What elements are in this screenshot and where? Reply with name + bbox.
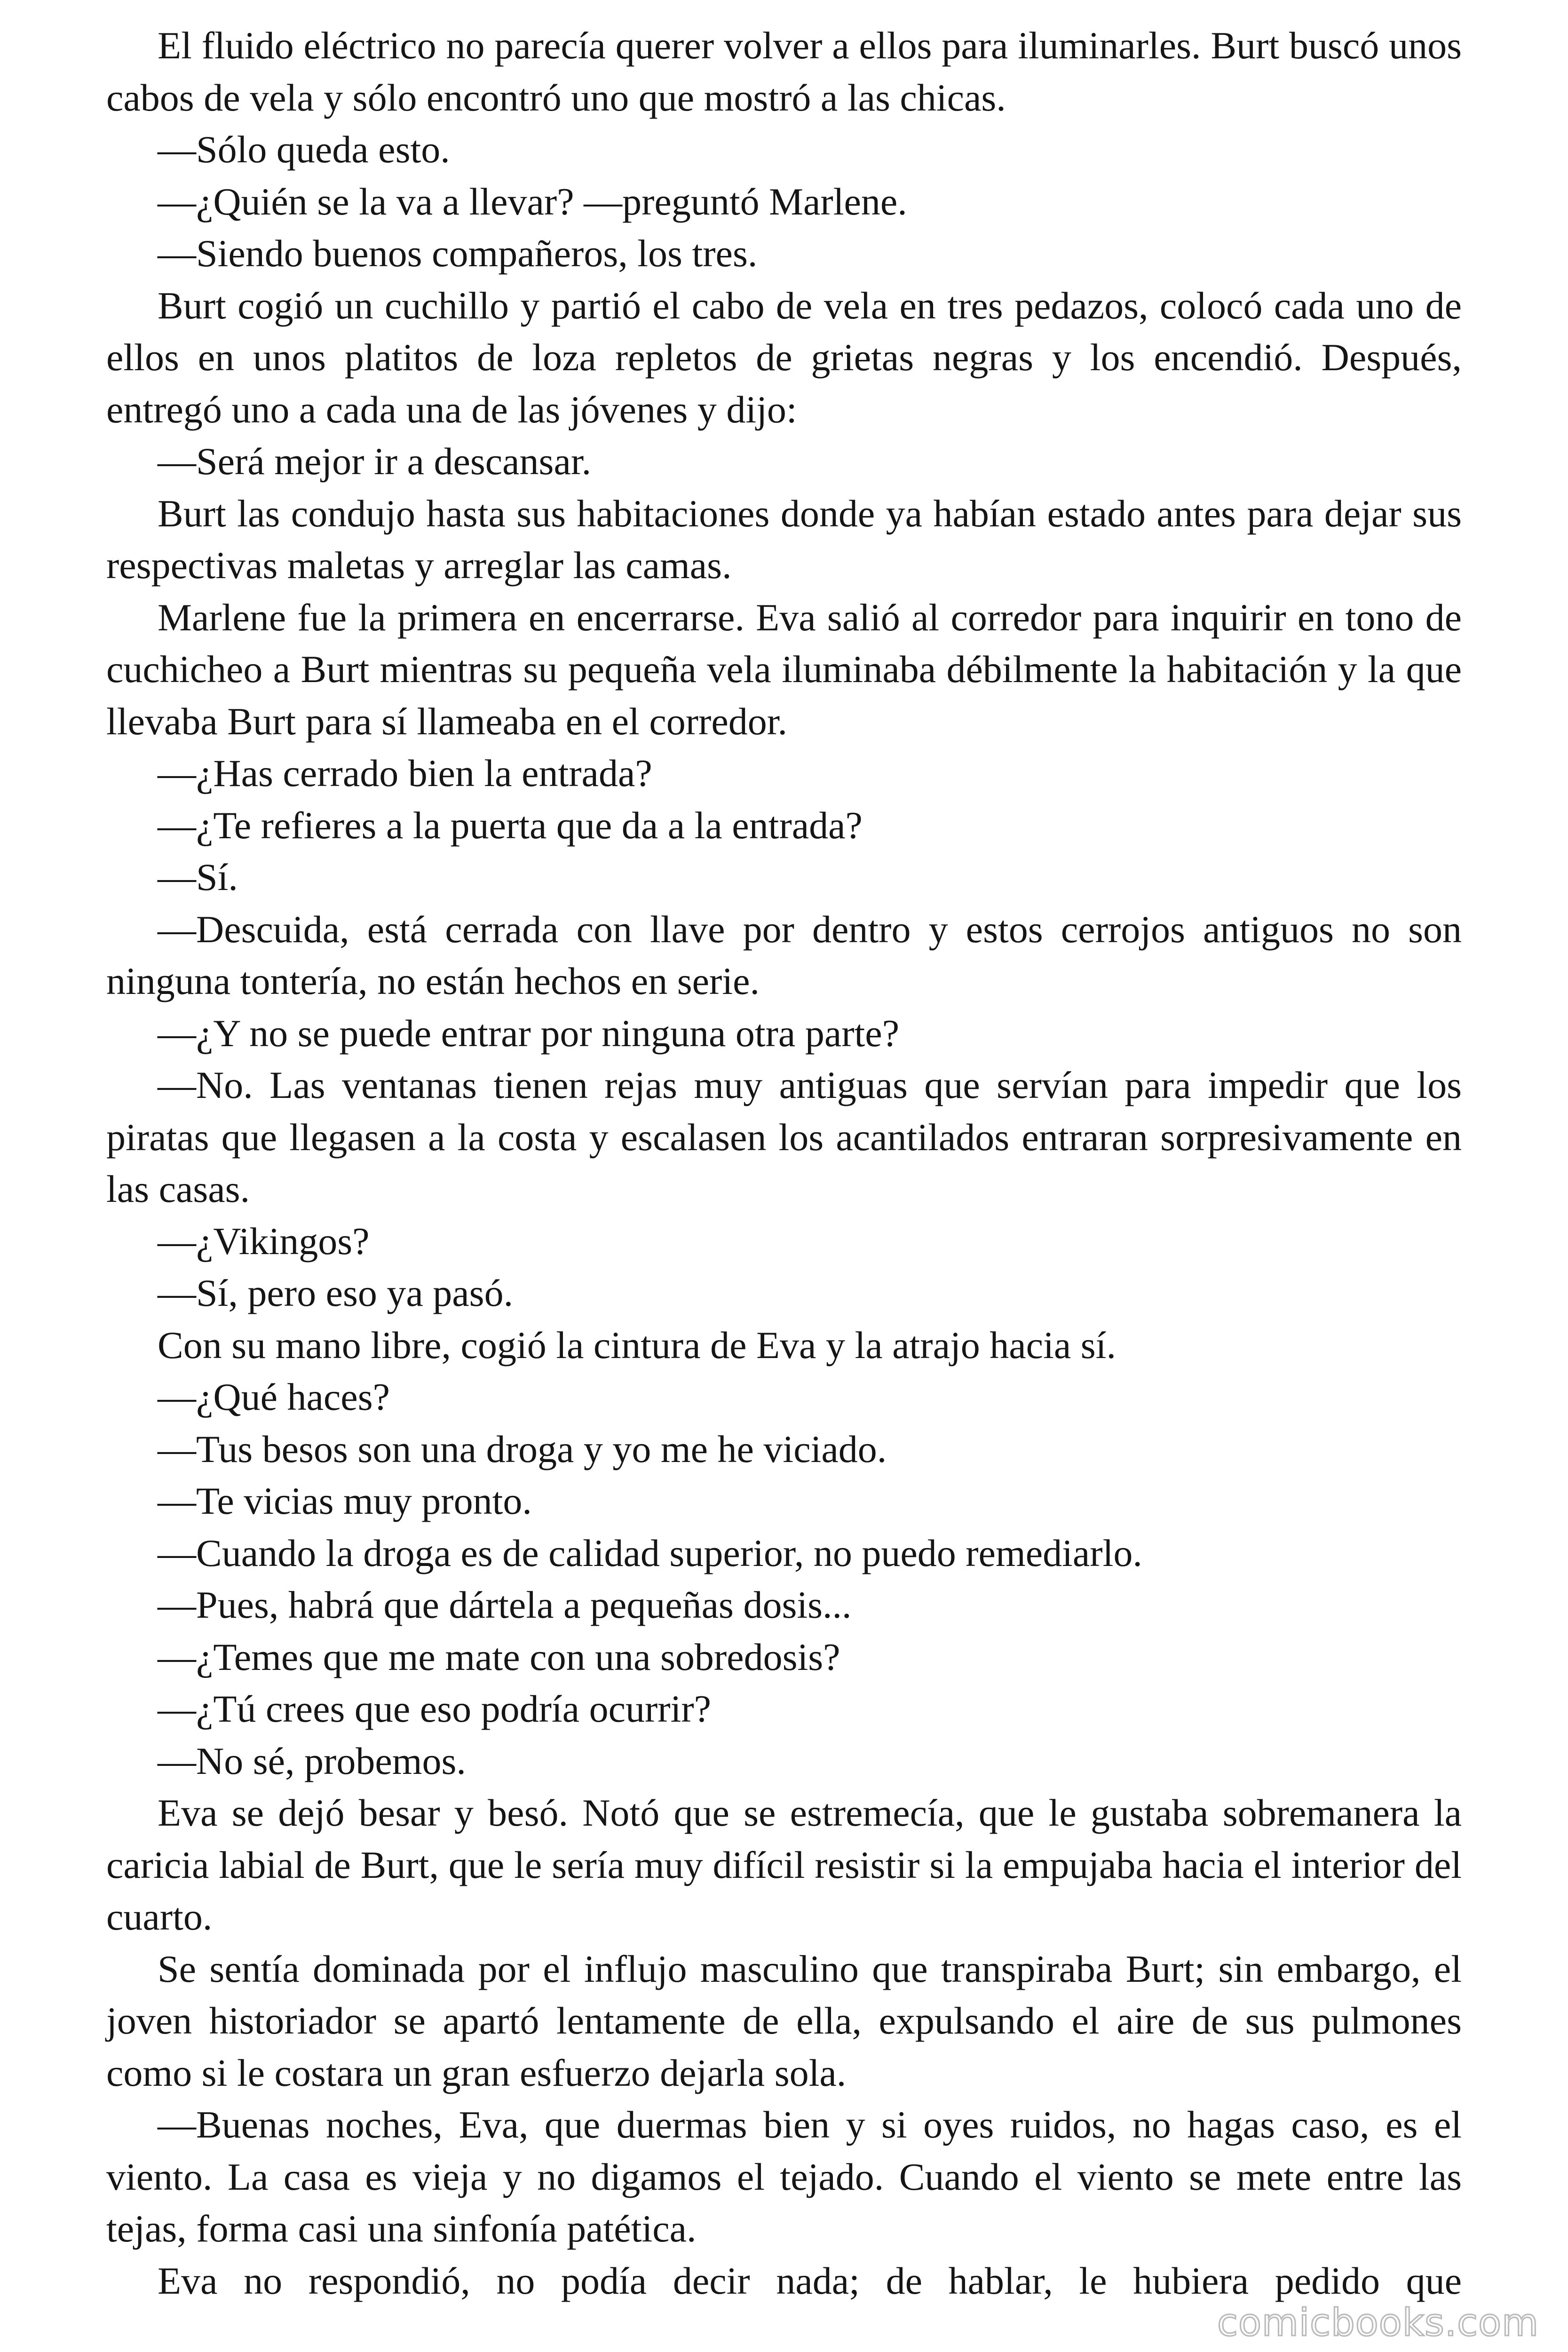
paragraph-5: Burt cogió un cuchillo y partió el cabo de vela en tres pedazos, colocó cada uno de ellos en unos platitos de loza repletos de grietas negras y los encendió. Después, entregó uno a cada una de las jóvenes y dijo: xyxy=(106,284,1462,431)
paragraph-24: —¿Tú crees que eso podría ocurrir? xyxy=(158,1687,712,1730)
paragraph-11: —Sí. xyxy=(158,856,238,898)
paragraph-10: —¿Te refieres a la puerta que da a la entrada? xyxy=(158,803,863,847)
paragraph-4: —Siendo buenos compañeros, los tres. xyxy=(158,232,758,275)
paragraph-25: —No sé, probemos. xyxy=(158,1739,466,1782)
paragraph-23: —¿Temes que me mate con una sobredosis? xyxy=(158,1635,840,1678)
paragraph-13: —¿Y no se puede entrar por ninguna otra parte? xyxy=(158,1011,900,1055)
paragraph-29: Eva no respondió, no podía decir nada; de hablar, le hubiera pedido que xyxy=(158,2259,1462,2302)
paragraph-15: —¿Vikingos? xyxy=(158,1219,370,1263)
paragraph-19: —Tus besos son una droga y yo me he viciado. xyxy=(158,1427,887,1470)
paragraph-21: —Cuando la droga es de calidad superior, no puedo remediarlo. xyxy=(158,1531,1142,1574)
paragraph-7: Burt las condujo hasta sus habitaciones donde ya habían estado antes para dejar sus respectivas maletas y arreglar las camas. xyxy=(106,492,1462,587)
paragraph-9: —¿Has cerrado bien la entrada? xyxy=(158,752,652,795)
paragraph-27: Se sentía dominada por el influjo masculino que transpiraba Burt; sin embargo, el joven historiador se apartó lentamente de ella, expulsando el aire de sus pulmones como si le costara un gran esfuerzo dejarla sola. xyxy=(106,1947,1462,2094)
document-page xyxy=(106,20,1462,2307)
paragraph-8: Marlene fue la primera en encerrarse. Eva salió al corredor para inquirir en tono de cuchicheo a Burt mientras su pequeña vela iluminaba débilmente la habitación y la que llevaba Burt para sí llameaba en el corredor. xyxy=(106,596,1462,743)
paragraph-17: Con su mano libre, cogió la cintura de Eva y la atrajo hacia sí. xyxy=(158,1323,1116,1367)
paragraph-6: —Será mejor ir a descansar. xyxy=(158,440,592,483)
paragraph-28: —Buenas noches, Eva, que duermas bien y si oyes ruidos, no hagas caso, es el viento. La casa es vieja y no digamos el tejado. Cuando el viento se mete entre las tejas, forma casi una sinfonía patética. xyxy=(106,2103,1462,2250)
paragraph-18: —¿Qué haces? xyxy=(158,1375,390,1418)
paragraph-1: El fluido eléctrico no parecía querer volver a ellos para iluminarles. Burt buscó unos cabos de vela y sólo encontró uno que mostró a las chicas. xyxy=(106,24,1462,119)
paragraph-14: —No. Las ventanas tienen rejas muy antiguas que servían para impedir que los piratas que llegasen a la costa y escalasen los acantilados entraran sorpresivamente en las casas. xyxy=(106,1064,1462,1210)
paragraph-16: —Sí, pero eso ya pasó. xyxy=(158,1271,514,1314)
paragraph-3: —¿Quién se la va a llevar? —preguntó Marlene. xyxy=(158,180,907,223)
paragraph-26: Eva se dejó besar y besó. Notó que se estremecía, que le gustaba sobremanera la caricia labial de Burt, que le sería muy difícil resistir si la empujaba hacia el interior del cuarto. xyxy=(106,1791,1462,1938)
paragraph-20: —Te vicias muy pronto. xyxy=(158,1479,532,1522)
watermark-logo: comicbooks.com xyxy=(1217,2301,1539,2344)
paragraph-22: —Pues, habrá que dártela a pequeñas dosis... xyxy=(158,1583,852,1626)
paragraph-2: —Sólo queda esto. xyxy=(158,128,450,171)
paragraph-12: —Descuida, está cerrada con llave por dentro y estos cerrojos antiguos no son ninguna tontería, no están hechos en serie. xyxy=(106,907,1462,1002)
